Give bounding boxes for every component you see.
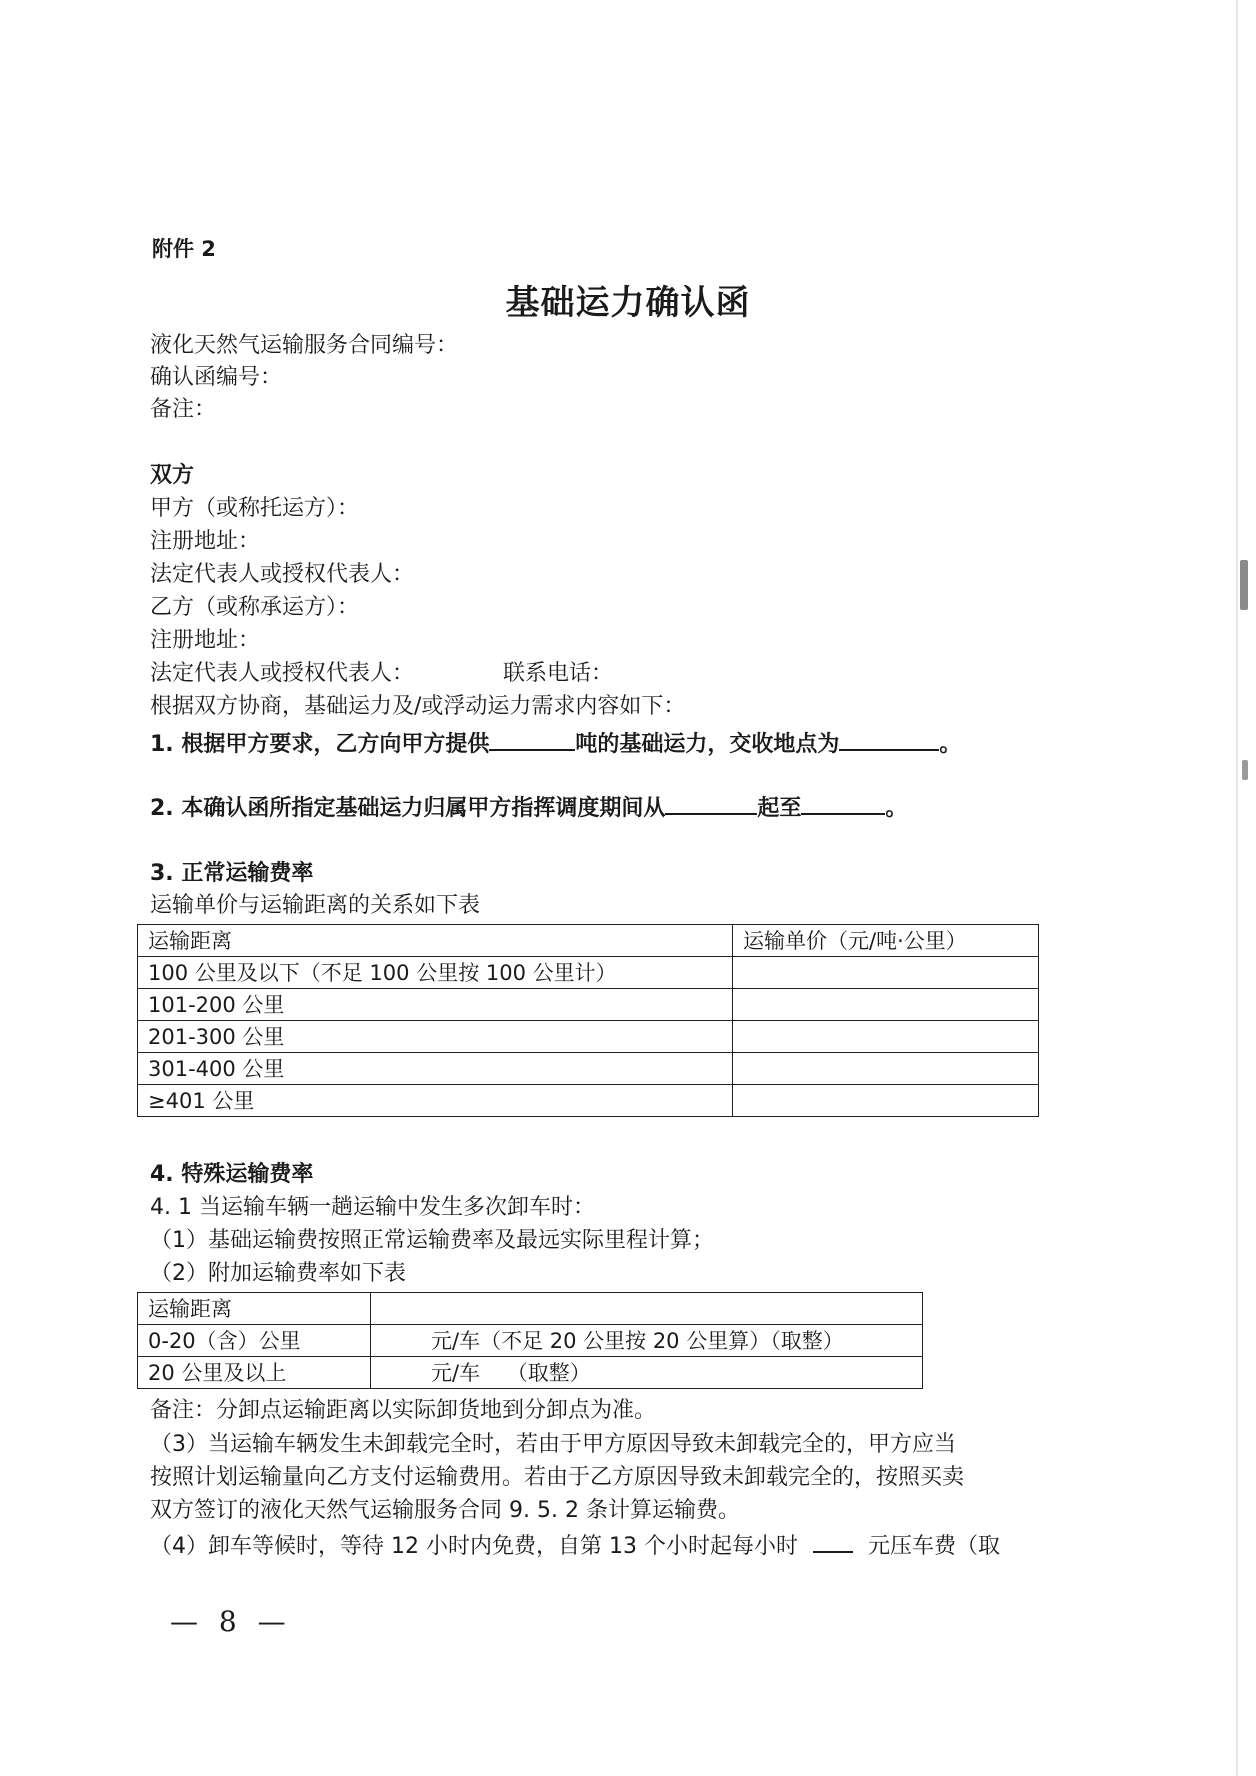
page-title: 基础运力确认函	[505, 283, 751, 323]
table-cell: ≥401 公里	[138, 1085, 733, 1117]
table-header-row	[138, 925, 1039, 957]
table-cell	[733, 1085, 1039, 1117]
contract-number-field: 液化天然气运输服务合同编号：	[150, 333, 459, 358]
section-4-heading: 4. 特殊运输费率	[150, 1162, 314, 1187]
item-1-text: （1）基础运输费按照正常运输费率及最远实际里程计算；	[150, 1228, 714, 1253]
intro-text: 根据双方协商，基础运力及/或浮动运力需求内容如下：	[150, 694, 686, 719]
clause-1-text-b: 吨的基础运力，交收地点为	[575, 732, 840, 757]
table-cell	[733, 1021, 1039, 1053]
section-3-description: 运输单价与运输距离的关系如下表	[150, 893, 481, 918]
table-row	[138, 1021, 1039, 1053]
table-cell: 201-300 公里	[138, 1021, 733, 1053]
table-cell	[733, 989, 1039, 1021]
table-cell	[733, 957, 1039, 989]
item-4-text	[150, 1529, 1000, 1562]
clause-2	[150, 791, 907, 824]
party-a-representative-field: 法定代表人或授权代表人：	[150, 562, 415, 587]
party-b-representative-field: 法定代表人或授权代表人：	[150, 661, 415, 686]
fee-blank	[813, 1529, 853, 1553]
table-cell: 20 公里及以上	[138, 1357, 371, 1389]
table-cell: 元/车（不足 20 公里按 20 公里算）（取整）	[371, 1325, 923, 1357]
delivery-location-blank	[839, 727, 939, 751]
table-row	[138, 1053, 1039, 1085]
attachment-label: 附件 2	[152, 237, 216, 261]
table-row	[138, 1085, 1039, 1117]
item-3-line-2: 按照计划运输量向乙方支付运输费用。若由于乙方原因导致未卸载完全的，按照买卖	[150, 1465, 965, 1490]
normal-rate-table	[137, 924, 1039, 1117]
table-row	[138, 1325, 923, 1357]
party-b-phone-field: 联系电话：	[503, 661, 614, 686]
table-cell	[733, 1053, 1039, 1085]
table-cell: 元/车 （取整）	[371, 1357, 923, 1389]
table-cell: 301-400 公里	[138, 1053, 733, 1085]
item-4-text-b: 元压车费（取	[867, 1534, 1000, 1559]
item-4-text-a: （4）卸车等候时，等待 12 小时内免费，自第 13 个小时起每小时	[150, 1534, 798, 1559]
item-3-line-1: （3）当运输车辆发生未卸载完全时，若由于甲方原因导致未卸载完全的，甲方应当	[150, 1432, 956, 1457]
clause-2-text-b: 起至	[757, 796, 802, 821]
table-cell: 101-200 公里	[138, 989, 733, 1021]
party-b-field: 乙方（或称承运方）：	[150, 595, 360, 620]
letter-number-field: 确认函编号：	[150, 365, 283, 390]
table-cell: 100 公里及以下（不足 100 公里按 100 公里计）	[138, 957, 733, 989]
clause-2-text-c: 。	[885, 796, 908, 821]
clause-2-text-a: 2. 本确认函所指定基础运力归属甲方指挥调度期间从	[150, 796, 666, 821]
clause-1-text-c: 。	[939, 732, 962, 757]
clause-1-text-a: 1. 根据甲方要求，乙方向甲方提供	[150, 732, 490, 757]
table-header-cell: 运输距离	[138, 925, 733, 957]
start-date-blank	[665, 791, 757, 815]
table-header-row	[138, 1293, 923, 1325]
tonnage-blank	[489, 727, 575, 751]
table-header-cell	[371, 1293, 923, 1325]
table-header-cell: 运输距离	[138, 1293, 371, 1325]
page-number: — 8 —	[170, 1605, 292, 1638]
party-b-address-field: 注册地址：	[150, 628, 261, 653]
sub-clause-4-1: 4. 1 当运输车辆一趟运输中发生多次卸车时：	[150, 1195, 595, 1220]
end-date-blank	[801, 791, 885, 815]
section-3-heading: 3. 正常运输费率	[150, 861, 314, 886]
remark-field: 备注：	[150, 397, 217, 422]
table-cell: 0-20（含）公里	[138, 1325, 371, 1357]
table-row	[138, 989, 1039, 1021]
party-a-address-field: 注册地址：	[150, 529, 261, 554]
note-text: 备注：分卸点运输距离以实际卸货地到分卸点为准。	[150, 1398, 657, 1423]
scan-edge-shadow	[1236, 0, 1238, 1776]
parties-heading: 双方	[150, 463, 195, 488]
scan-edge-mark	[1240, 560, 1248, 610]
table-row	[138, 1357, 923, 1389]
party-a-field: 甲方（或称托运方）：	[150, 496, 360, 521]
item-2-text: （2）附加运输费率如下表	[150, 1261, 406, 1286]
scan-edge-mark	[1242, 760, 1248, 780]
clause-1	[150, 727, 961, 760]
item-3-line-3: 双方签订的液化天然气运输服务合同 9. 5. 2 条计算运输费。	[150, 1498, 740, 1523]
additional-rate-table	[137, 1292, 923, 1389]
table-header-cell: 运输单价（元/吨·公里）	[733, 925, 1039, 957]
table-row	[138, 957, 1039, 989]
